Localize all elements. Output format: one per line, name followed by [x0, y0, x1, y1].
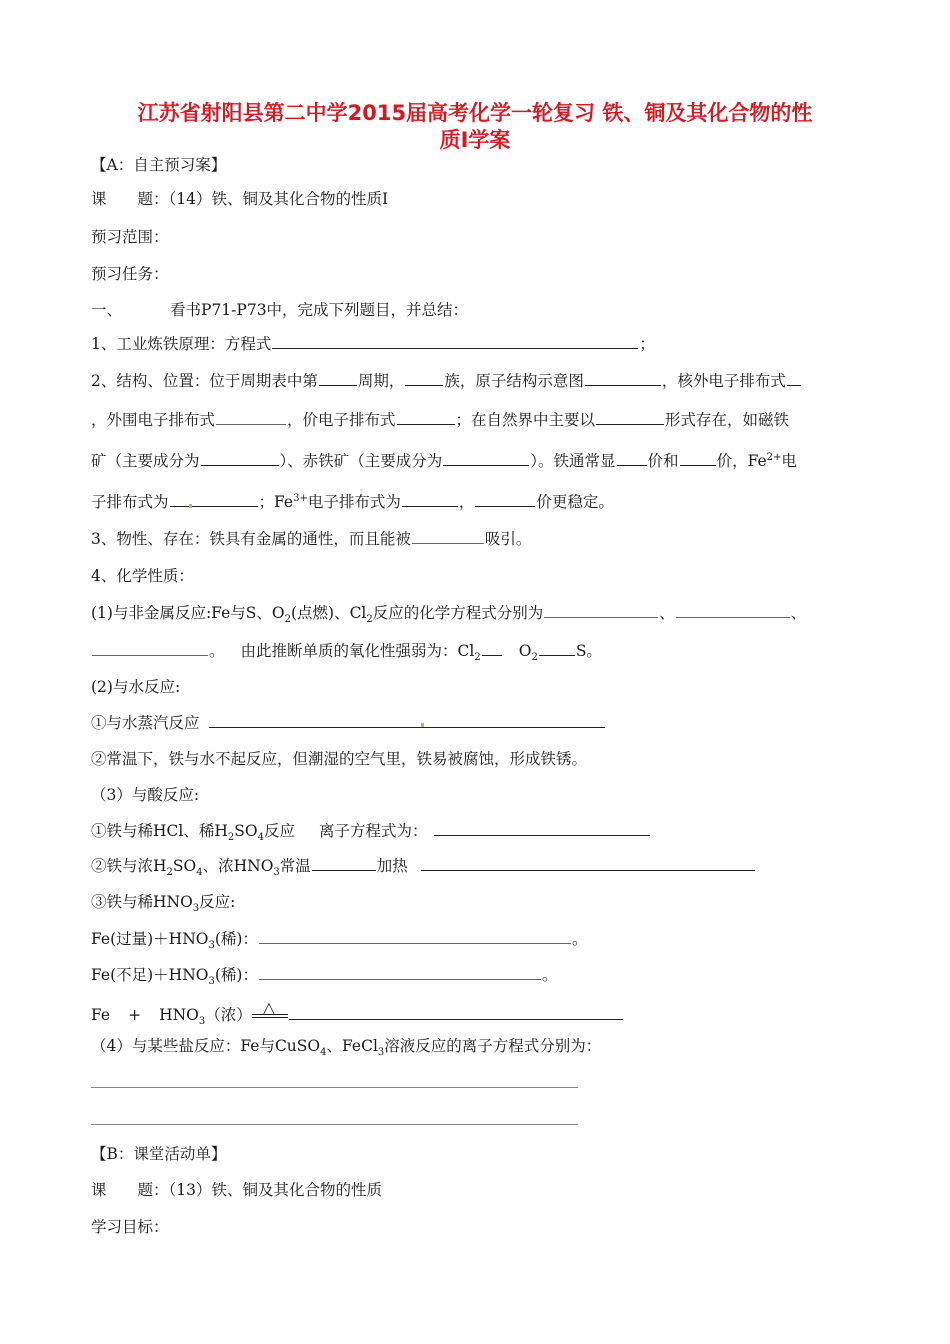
q4-p3-1c: 反应 [263, 822, 295, 840]
q2-period-blank[interactable] [319, 371, 357, 386]
page-title-line1: 江苏省射阳县第二中学2015届高考化学一轮复习 铁、铜及其化合物的性 [137, 101, 813, 125]
fe-lack-line [91, 965, 558, 988]
q4-p3-2sub3: 3 [273, 867, 280, 879]
answer-line-2[interactable] [91, 1124, 578, 1125]
q2-text-i: 矿（主要成分为 [91, 452, 200, 470]
q4-p1-i: S。 [575, 642, 602, 660]
q2-text-h: 形式存在，如磁铁 [665, 411, 790, 429]
q4-p3-2c: 、浓HNO [202, 857, 274, 875]
q4-p3-1d: 离子方程式为： [318, 822, 428, 840]
q2-valence-config-blank[interactable] [397, 410, 455, 425]
q2-structure-blank[interactable] [585, 371, 661, 386]
q2-text-m: 价，Fe [716, 452, 767, 470]
q4-p4-sub2: 3 [377, 1047, 385, 1059]
q4-p3-room-temp-blank[interactable] [312, 856, 376, 871]
q2-text-d: ，核外电子排布式 [661, 372, 786, 390]
q2-text-b: 周期， [357, 372, 405, 390]
q2-group-blank[interactable] [405, 371, 443, 386]
q2-text-j: ）、赤铁矿（主要成分为 [279, 452, 443, 470]
topic-line [91, 189, 388, 209]
q2-text-q: 电子排布式为 [307, 493, 401, 511]
q4-part3-header: （3）与酸反应: [91, 786, 200, 804]
topic-text: （14）铁、铜及其化合物的性质Ⅰ [168, 190, 389, 208]
q2-outer-config-blank[interactable] [216, 410, 286, 425]
fe-conc-sub: 3 [198, 1016, 206, 1028]
q4-p3-3: ③铁与稀HNO [91, 893, 193, 911]
fe-conc-line [91, 998, 624, 1028]
fe-excess-c: 。 [571, 930, 588, 948]
q1-suffix: ； [639, 335, 655, 353]
q2-valence1-blank[interactable] [617, 451, 647, 466]
q2-config-blank[interactable] [787, 371, 801, 386]
q2-fe2-config-blank[interactable] [170, 492, 258, 507]
q4-p1-e: 、 [790, 604, 807, 622]
q4-p1-compare2-blank[interactable] [539, 641, 575, 656]
fe-excess-line [91, 929, 588, 952]
q4-part1-line1 [91, 603, 807, 626]
q4-part4 [91, 1036, 602, 1059]
section-b-topic [91, 1180, 382, 1200]
fe-conc-a: Fe [91, 1006, 111, 1024]
fe-conc-blank[interactable] [289, 1005, 623, 1020]
q4-p4-a: （4）与某些盐反应：Fe与CuSO [91, 1037, 321, 1055]
q4-p3-ionic-blank[interactable] [434, 821, 650, 836]
q2-fe3-charge: 3+ [293, 492, 308, 504]
fe-lack-b: (稀)： [214, 966, 258, 984]
q4-p1-sub1: 2 [284, 614, 291, 626]
q4-p4-b: 、FeCl [326, 1037, 378, 1055]
q4-p1-a: (1)与非金属反应:Fe与S、O [91, 604, 285, 622]
q4-p1-b: (点燃)、Cl [290, 604, 367, 622]
q4-p3-3sub: 3 [192, 903, 200, 915]
section-a-header: 【A：自主预习案】 [91, 156, 227, 174]
q1-prefix: 1、工业炼铁原理：方程式 [91, 335, 272, 353]
q4-p3-2d: 常温 [279, 857, 311, 875]
fe-excess-b: (稀)： [214, 930, 258, 948]
q4-p3-2a: ②铁与浓H [91, 857, 167, 875]
q2-text-g: ；在自然界中主要以 [455, 411, 596, 429]
q4-part3-item3 [91, 892, 236, 915]
q4-p1-d: 、 [659, 604, 675, 622]
q3-blank[interactable] [412, 529, 484, 544]
q4-part2-item1 [91, 713, 606, 733]
fe-excess-sub: 3 [208, 940, 215, 952]
section-b-goals: 学习目标： [91, 1218, 169, 1236]
question-3 [91, 529, 531, 549]
question-4-header: 4、化学性质： [91, 567, 194, 585]
q2-magnetite-blank[interactable] [201, 451, 279, 466]
q4-p4-sub1: 4 [320, 1047, 327, 1059]
q2-text-e: ，外围电子排布式 [91, 411, 216, 429]
q3-text-b: 吸引。 [484, 530, 532, 548]
q4-p1-blank2[interactable] [676, 603, 790, 618]
section-b-header: 【B：课堂活动单】 [91, 1145, 227, 1163]
fe-excess-blank[interactable] [259, 929, 571, 944]
q4-p1-compare1-blank[interactable] [482, 641, 502, 656]
page-title-line2: 质Ⅰ学案 [439, 128, 511, 152]
q2-text-f: ，价电子排布式 [287, 411, 396, 429]
preview-range: 预习范围： [91, 228, 169, 246]
q2-text-o: 子排布式为 [91, 493, 169, 511]
q2-valence2-blank[interactable] [680, 451, 716, 466]
q3-text-a: 3、物性、存在：铁具有金属的通性，而且能被 [91, 530, 411, 548]
q4-p3-1sub2: 4 [257, 832, 264, 844]
q4-p1-c: 反应的化学方程式分别为 [372, 604, 544, 622]
q4-part3-item1 [91, 821, 651, 844]
q2-text-p: ；Fe [258, 493, 294, 511]
q4-p3-1sub1: 2 [227, 832, 235, 844]
stray-dot-1 [189, 504, 192, 508]
q2-fe2-charge: 2+ [766, 451, 782, 463]
q2-hematite-blank[interactable] [443, 451, 529, 466]
q4-p1-sub2: 2 [366, 614, 373, 626]
q4-p3-1a: ①铁与稀HCl、稀H [91, 822, 228, 840]
q4-part1-line2 [91, 641, 602, 664]
q4-p1-h: O [518, 642, 532, 660]
fe-excess-a: Fe(过量)＋HNO [91, 930, 209, 948]
question-2-line4 [91, 492, 614, 512]
preview-task: 预习任务： [91, 265, 169, 283]
q2-text-k: ）。铁通常显 [530, 452, 616, 470]
q4-part2-header: (2)与水反应: [91, 678, 181, 696]
stray-dot-2 [421, 723, 424, 727]
answer-line-1[interactable] [91, 1087, 578, 1088]
fe-lack-a: Fe(不足)＋HNO [91, 966, 209, 984]
q4-p3-2sub1: 2 [166, 867, 173, 879]
q2-fe3-config-blank[interactable] [402, 492, 458, 507]
q2-text-n: 电 [781, 452, 797, 470]
q2-text-r: ， [458, 493, 475, 511]
q4-p4-c: 溶液反应的离子方程式分别为： [384, 1037, 602, 1055]
fe-conc-b: + [128, 1006, 142, 1024]
q4-p1-f: 。 [209, 642, 225, 660]
q4-p2-1: ①与水蒸汽反应 [91, 714, 200, 732]
question-2-line3 [91, 451, 797, 471]
q4-p1-sub4: 2 [531, 652, 538, 664]
q2-form-blank[interactable] [596, 410, 664, 425]
q2-text-l: 价和 [647, 452, 679, 470]
q4-p3-heat-blank[interactable] [421, 856, 755, 871]
item-one [91, 300, 468, 320]
q4-p2-steam-blank[interactable] [209, 713, 605, 728]
item-one-number: 一、 [91, 301, 123, 319]
q2-text-a: 2、结构、位置：位于周期表中第 [91, 372, 318, 390]
q4-part3-item2 [91, 856, 756, 879]
question-2-line1 [91, 371, 802, 391]
q2-text-s: 价更稳定。 [536, 493, 614, 511]
q4-p3-2sub2: 4 [196, 867, 203, 879]
q2-text-c: 族，原子结构示意图 [444, 372, 584, 390]
fe-conc-c: HNO [159, 1006, 199, 1024]
fe-lack-sub: 3 [208, 976, 215, 988]
fe-conc-d: （浓） [205, 1006, 252, 1024]
q4-p3-2b: SO [172, 857, 197, 875]
q4-p1-g: 由此推断单质的氧化性强弱为：Cl [240, 642, 475, 660]
section-b-topic-text: （13）铁、铜及其化合物的性质 [168, 1181, 382, 1199]
q1-answer-blank[interactable] [272, 334, 638, 349]
q2-stable-blank[interactable] [475, 492, 535, 507]
topic-label: 课 题： [91, 190, 169, 208]
delta-icon: △ [262, 998, 276, 1017]
q4-p1-sub3: 2 [474, 652, 481, 664]
q4-p1-blank3[interactable] [92, 641, 208, 656]
fe-lack-c: 。 [541, 966, 558, 984]
q4-p1-blank1[interactable] [544, 603, 658, 618]
q4-part2-item2: ②常温下，铁与水不起反应，但潮湿的空气里，铁易被腐蚀，形成铁锈。 [91, 750, 588, 768]
q4-p3-3b: 反应: [199, 893, 236, 911]
q4-p3-2e: 加热 [376, 857, 408, 875]
question-1 [91, 334, 655, 354]
heat-condition-sign [252, 1000, 288, 1020]
fe-lack-blank[interactable] [259, 965, 541, 980]
section-b-topic-label: 课 题： [91, 1181, 169, 1199]
item-one-text: 看书P71-P73中，完成下列题目，并总结： [170, 301, 469, 319]
question-2-line2 [91, 410, 789, 430]
q4-p3-1b: SO [234, 822, 258, 840]
